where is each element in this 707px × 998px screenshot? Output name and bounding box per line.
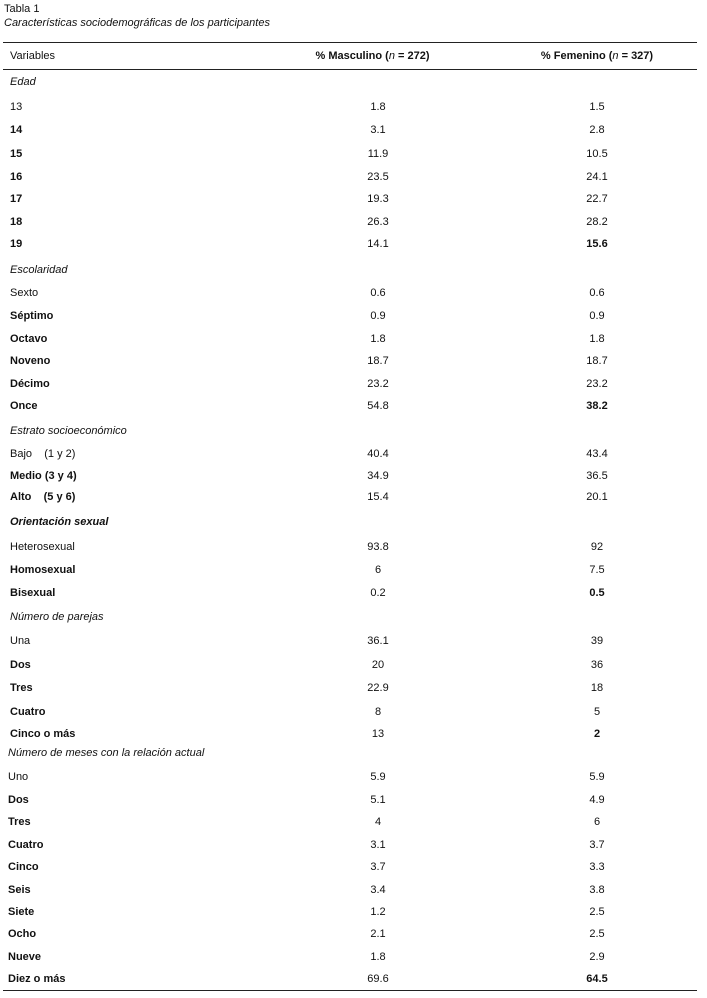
table-row: Cinco 3.7 3.3 — [8, 861, 605, 873]
header-rule — [3, 69, 697, 70]
header-variables: Variables — [10, 50, 56, 62]
table-row: 18 26.3 28.2 — [10, 216, 608, 228]
bottom-rule — [3, 990, 697, 991]
table-row: Bisexual 0.2 0.5 — [10, 587, 605, 599]
table-row: Heterosexual 93.8 92 — [10, 541, 604, 553]
table-row: Tres 4 6 — [8, 816, 601, 828]
table-row: 17 19.3 22.7 — [10, 193, 608, 205]
table-caption — [4, 2, 270, 30]
table-row: Diez o más 69.6 64.5 — [8, 973, 608, 985]
table-row: Bajo (1 y 2) 40.4 43.4 — [10, 448, 608, 460]
table-row: Nueve 1.8 2.9 — [8, 951, 605, 963]
header-femenino: % Femenino (n = 327) — [540, 50, 654, 62]
table-row: Décimo 23.2 23.2 — [10, 378, 608, 390]
table-row: Tres 22.9 18 — [10, 682, 604, 694]
table-row: Cuatro 3.1 3.7 — [8, 839, 605, 851]
section-edad: Edad — [10, 76, 36, 88]
table-row: Noveno 18.7 18.7 — [10, 355, 608, 367]
table-row: 19 14.1 15.6 — [10, 238, 608, 250]
table-row: Uno 5.9 5.9 — [8, 771, 605, 783]
table-row: Cuatro 8 5 — [10, 706, 601, 718]
table-row: 15 11.9 10.5 — [10, 148, 608, 160]
section-meses: Número de meses con la relación actual — [8, 747, 205, 759]
table-row: Alto (5 y 6) 15.4 20.1 — [10, 491, 608, 503]
table-row: Dos 20 36 — [10, 659, 604, 671]
section-escolaridad: Escolaridad — [10, 264, 68, 276]
table-title: Características sociodemográficas de los participantes — [4, 17, 270, 29]
top-rule — [3, 42, 697, 43]
table-row: Una 36.1 39 — [10, 635, 604, 647]
header-masculino: % Masculino (n = 272) — [315, 50, 430, 62]
table-row: Sexto 0.6 0.6 — [10, 287, 605, 299]
table-row: Homosexual 6 7.5 — [10, 564, 605, 576]
table-row: Cinco o más 13 2 — [10, 728, 601, 740]
table-row: Once 54.8 38.2 — [10, 400, 608, 412]
table-row: Ocho 2.1 2.5 — [8, 928, 605, 940]
section-estrato: Estrato socioeconómico — [10, 425, 127, 437]
table-row: Seis 3.4 3.8 — [8, 884, 605, 896]
table-row: 16 23.5 24.1 — [10, 171, 608, 183]
table-number: Tabla 1 — [4, 3, 40, 15]
table-header — [0, 47, 707, 65]
table-row: 13 1.8 1.5 — [10, 101, 605, 113]
table-row: Octavo 1.8 1.8 — [10, 333, 605, 345]
section-parejas: Número de parejas — [10, 611, 104, 623]
table-row: Séptimo 0.9 0.9 — [10, 310, 605, 322]
section-orientacion: Orientación sexual — [10, 516, 109, 528]
table-row: 14 3.1 2.8 — [10, 124, 605, 136]
table-row: Siete 1.2 2.5 — [8, 906, 605, 918]
table-row: Medio (3 y 4) 34.9 36.5 — [10, 470, 608, 482]
table-row: Dos 5.1 4.9 — [8, 794, 605, 806]
